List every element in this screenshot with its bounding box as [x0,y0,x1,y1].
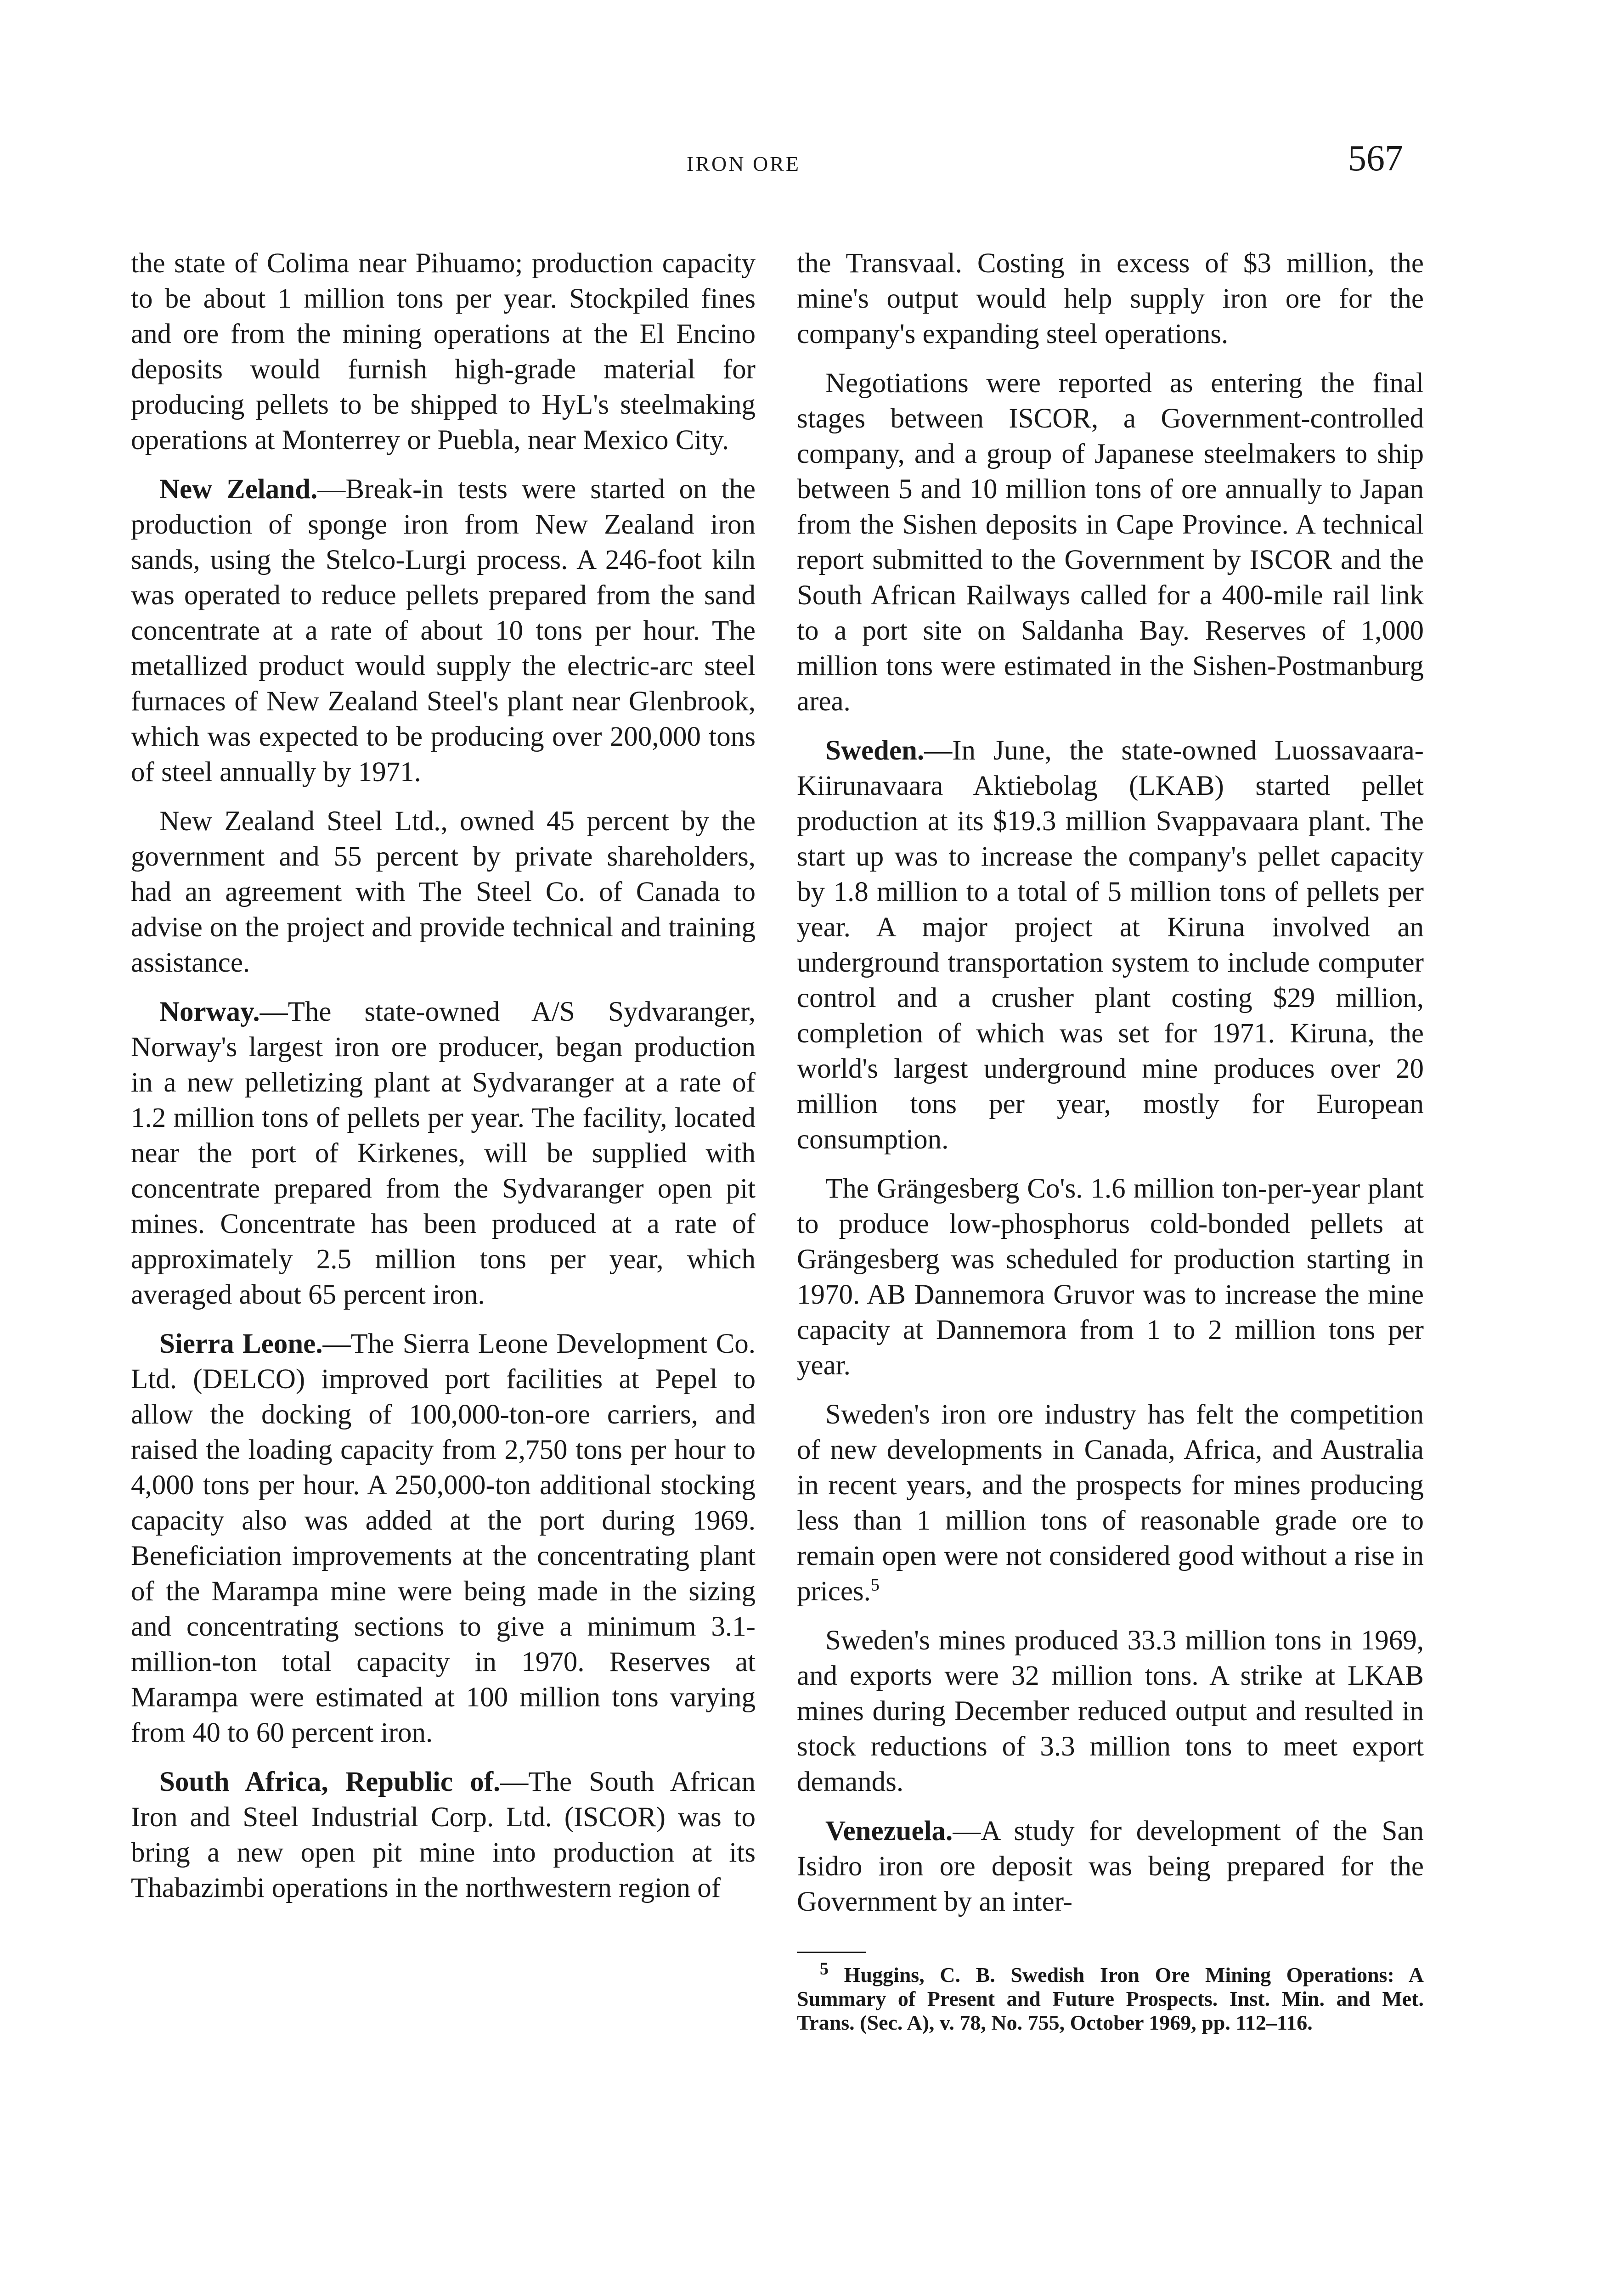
running-head: IRON ORE [687,152,801,175]
paragraph [131,1326,756,1750]
footnote-divider [797,1952,866,1953]
paragraph [131,804,756,980]
paragraph [797,1397,1424,1609]
section-heading: South Africa, Republic of. [159,1767,501,1797]
footnote-marker: 5 [820,1959,829,1979]
paragraph [797,733,1424,1157]
footnote [797,1959,1424,2035]
section-heading: New Zeland. [159,474,318,505]
paragraph-text: Sweden's iron ore industry has felt the competition of new developments in Canada, Africa, and Australia in recent years, and the prospects for mines producing less than 1 million tons of reasonable grade ore to remain open were not considered good without a rise in prices. [797,1399,1424,1607]
page-number: 567 [1348,138,1403,179]
paragraph-text: —Break-in tests were started on the production of sponge iron from New Zealand iron sands, using the Stelco-Lurgi process. A 246-foot kiln was operated to reduce pellets prepared from the sand concentrate at a rate of about 10 tons per hour. The metallized product would supply the electric-arc steel furnaces of New Zealand Steel's plant near Glenbrook, which was expected to be producing over 200,000 tons of steel annually by 1971. [131,474,756,788]
paragraph-text: —In June, the state-owned Luossavaara-Kiirunavaara Aktiebolag (LKAB) started pellet production at its $19.3 million Svappavaara plant. The start up was to increase the company's pellet capacity by 1.8 million to a total of 5 million tons of pellets per year. A major project at Kiruna involved an underground transportation system to include computer control and a crusher plant costing $29 million, completion of which was set for 1971. Kiruna, the world's largest underground mine produces over 20 million tons per year, mostly for European consumption. [797,735,1424,1155]
paragraph [131,246,756,458]
section-heading: Sierra Leone. [159,1328,323,1359]
paragraph [797,246,1424,352]
paragraph [797,366,1424,719]
paragraph-text: The Grängesberg Co's. 1.6 million ton-per-year plant to produce low-phosphorus cold-bonded pellets at Grängesberg was scheduled for production starting in 1970. AB Dannemora Gruvor was to increase the mine capacity at Dannemora from 1 to 2 million tons per year. [797,1173,1424,1381]
paragraph-text: —The state-owned A/S Sydvaranger, Norway's largest iron ore producer, began production in a new pelletizing plant at Sydvaranger at a rate of 1.2 million tons of pellets per year. The facility, located near the port of Kirkenes, will be supplied with concentrate prepared from the Sydvaranger open pit mines. Concentrate has been produced at a rate of approximately 2.5 million tons per year, which averaged about 65 percent iron. [131,996,756,1310]
paragraph-text: —A study for development of the San Isidro iron ore deposit was being prepared for the Government by an inter- [797,1816,1424,1917]
paragraph-text: New Zealand Steel Ltd., owned 45 percent by the government and 55 percent by private shareholders, had an agreement with The Steel Co. of Canada to advise on the project and provide technical and training assistance. [131,806,756,978]
right-column [797,246,1424,2035]
section-heading: Venezuela. [825,1816,953,1846]
paragraph [797,1171,1424,1383]
paragraph [797,1813,1424,1919]
left-column [131,246,756,1919]
section-heading: Sweden. [825,735,925,766]
paragraph-text: Sweden's mines produced 33.3 million tons in 1969, and exports were 32 million tons. A strike at LKAB mines during December reduced output and resulted in stock reductions of 3.3 million tons to meet export demands. [797,1625,1424,1797]
paragraph-text: —The Sierra Leone Development Co. Ltd. (DELCO) improved port facilities at Pepel to allow the docking of 100,000-ton-ore carriers, and raised the loading capacity from 2,750 tons per hour to 4,000 tons per hour. A 250,000-ton additional stocking capacity also was added at the port during 1969. Beneficiation improvements at the concentrating plant of the Marampa mine were being made in the sizing and concentrating sections to give a minimum 3.1-million-ton total capacity in 1970. Reserves at Marampa were estimated at 100 million tons varying from 40 to 60 percent iron. [131,1328,756,1748]
paragraph [131,1764,756,1906]
paragraph [797,1623,1424,1800]
footnote-reference: 5 [870,1575,880,1595]
footnote-text: Huggins, C. B. Swedish Iron Ore Mining Operations: A Summary of Present and Future Prospects. Inst. Min. and Met. Trans. (Sec. A), v. 78, No. 755, October 1969, pp. 112–116. [797,1963,1424,2034]
paragraph-text: Negotiations were reported as entering the final stages between ISCOR, a Government-controlled company, and a group of Japanese steelmakers to ship between 5 and 10 million tons of ore annually to Japan from the Sishen deposits in Cape Province. A technical report submitted to the Government by ISCOR and the South African Railways called for a 400-mile rail link to a port site on Saldanha Bay. Reserves of 1,000 million tons were estimated in the Sishen-Postmanburg area. [797,368,1424,717]
paragraph [131,472,756,790]
paragraph-text: the state of Colima near Pihuamo; production capacity to be about 1 million tons per year. Stockpiled fines and ore from the mining operations at the El Encino deposits would furnish high-grade material for producing pellets to be shipped to HyL's steelmaking operations at Monterrey or Puebla, near Mexico City. [131,248,756,456]
paragraph-text: —The South African Iron and Steel Industrial Corp. Ltd. (ISCOR) was to bring a new open pit mine into production at its Thabazimbi operations in the northwestern region of [131,1767,756,1903]
section-heading: Norway. [159,996,260,1027]
paragraph-text: the Transvaal. Costing in excess of $3 million, the mine's output would help supply iron ore for the company's expanding steel operations. [797,248,1424,349]
paragraph [131,994,756,1312]
